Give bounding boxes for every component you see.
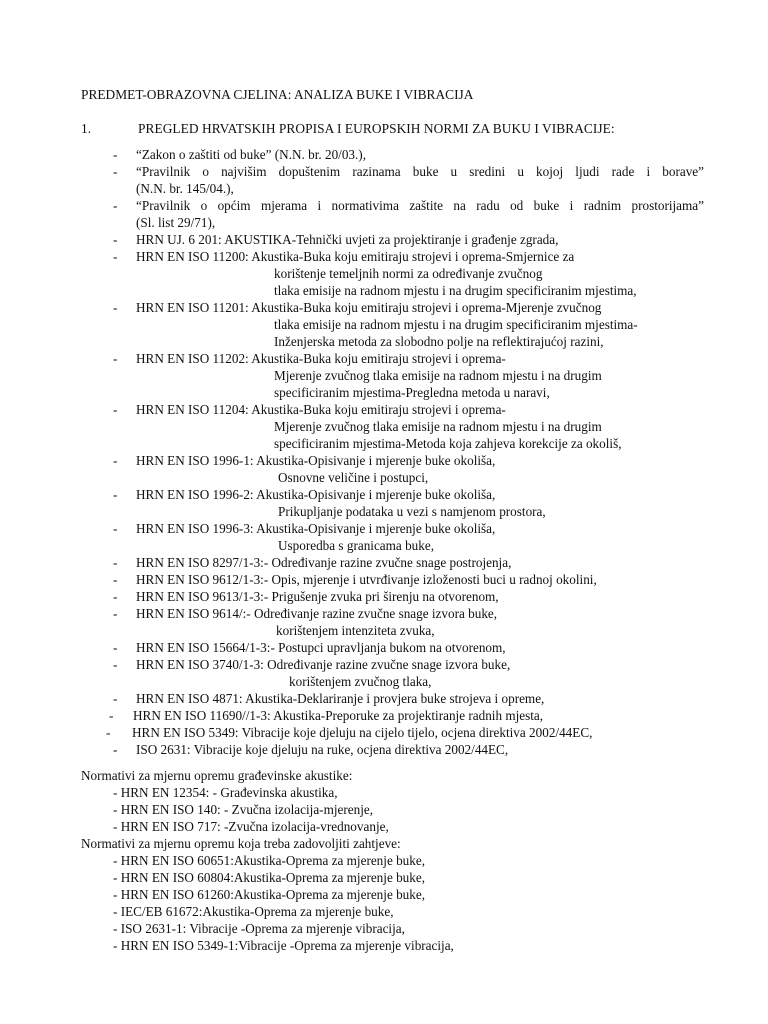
regulation-item: HRN EN ISO 4871: Akustika-Deklariranje i provjera buke strojeva i opreme, [136, 691, 545, 706]
regulation-item-continuation: (Sl. list 29/71), [136, 215, 216, 230]
list-bullet: - [113, 147, 118, 162]
regulation-item: HRN EN ISO 1996-1: Akustika-Opisivanje i mjerenje buke okoliša, [136, 453, 496, 468]
list-bullet: - [113, 249, 118, 264]
list-bullet: - [113, 572, 118, 587]
section-heading: Normativi za mjernu opremu koja treba zadovoljiti zahtjeve: [81, 836, 401, 851]
regulation-item: HRN EN ISO 11201: Akustika-Buka koju emitiraju strojevi i oprema-Mjerenje zvučnog [136, 300, 602, 315]
standard-item: - ISO 2631-1: Vibracije -Oprema za mjerenje vibracija, [113, 921, 405, 936]
regulation-item-continuation: korištenje temeljnih normi za određivanje zvučnog [274, 266, 543, 281]
section-title: PREGLED HRVATSKIH PROPISA I EUROPSKIH NORMI ZA BUKU I VIBRACIJE: [138, 121, 615, 136]
regulation-item-continuation: specificiranim mjestima-Pregledna metoda u naravi, [274, 385, 550, 400]
regulation-item: HRN EN ISO 11200: Akustika-Buka koju emitiraju strojevi i oprema-Smjernice za [136, 249, 575, 264]
regulation-item-continuation: korištenjem zvučnog tlaka, [289, 674, 432, 689]
regulation-item-continuation: Osnovne veličine i postupci, [278, 470, 429, 485]
regulation-item: HRN EN ISO 9613/1-3:- Prigušenje zvuka pri širenju na otvorenom, [136, 589, 499, 604]
regulation-item: HRN EN ISO 3740/1-3: Određivanje razine zvučne snage izvora buke, [136, 657, 511, 672]
list-bullet: - [113, 351, 118, 366]
regulation-item: HRN EN ISO 8297/1-3:- Određivanje razine zvučne snage postrojenja, [136, 555, 512, 570]
regulation-item: ISO 2631: Vibracije koje djeluju na ruke, ocjena direktiva 2002/44EC, [136, 742, 509, 757]
standard-item: - HRN EN ISO 717: -Zvučna izolacija-vrednovanje, [113, 819, 389, 834]
regulation-item-continuation: Prikupljanje podataka u vezi s namjenom prostora, [278, 504, 546, 519]
regulation-item-continuation: specificiranim mjestima-Metoda koja zahjeva korekcije za okoliš, [274, 436, 622, 451]
regulation-item: HRN EN ISO 1996-3: Akustika-Opisivanje i mjerenje buke okoliša, [136, 521, 496, 536]
standard-item: - HRN EN ISO 60804:Akustika-Oprema za mjerenje buke, [113, 870, 426, 885]
regulation-item: HRN EN ISO 9612/1-3:- Opis, mjerenje i utvrđivanje izloženosti buci u radnoj okolini, [136, 572, 597, 587]
regulation-item: “Zakon o zaštiti od buke” (N.N. br. 20/03.), [136, 147, 366, 162]
list-bullet: - [113, 402, 118, 417]
list-bullet: - [113, 742, 118, 757]
list-bullet: - [106, 725, 111, 740]
list-bullet: - [113, 691, 118, 706]
regulation-item-continuation: Usporedba s granicama buke, [278, 538, 434, 553]
regulation-item: HRN UJ. 6 201: AKUSTIKA-Tehnički uvjeti za projektiranje i građenje zgrada, [136, 232, 559, 247]
section-number: 1. [81, 121, 92, 136]
regulation-item-continuation: Inženjerska metoda za slobodno polje na reflektirajućoj razini, [274, 334, 604, 349]
list-bullet: - [113, 232, 118, 247]
regulation-item-continuation: korištenjem intenziteta zvuka, [276, 623, 435, 638]
standard-item: - IEC/EB 61672:Akustika-Oprema za mjerenje buke, [113, 904, 394, 919]
regulation-item-continuation: tlaka emisije na radnom mjestu i na drugim specificiranim mjestima- [274, 317, 638, 332]
list-bullet: - [113, 555, 118, 570]
regulation-item: HRN EN ISO 1996-2: Akustika-Opisivanje i mjerenje buke okoliša, [136, 487, 496, 502]
list-bullet: - [113, 487, 118, 502]
regulation-item: HRN EN ISO 11690//1-3: Akustika-Preporuke za projektiranje radnih mjesta, [133, 708, 544, 723]
regulation-item: HRN EN ISO 11202: Akustika-Buka koju emitiraju strojevi i oprema- [136, 351, 506, 366]
list-bullet: - [113, 453, 118, 468]
regulation-item-continuation: Mjerenje zvučnog tlaka emisije na radnom mjestu i na drugim [274, 368, 602, 383]
standard-item: - HRN EN ISO 61260:Akustika-Oprema za mjerenje buke, [113, 887, 426, 902]
list-bullet: - [113, 606, 118, 621]
regulation-item: “Pravilnik o najvišim dopuštenim razinama buke u sredini u kojoj ljudi rade i borave” [136, 164, 704, 179]
regulation-item-continuation: (N.N. br. 145/04.), [136, 181, 234, 196]
list-bullet: - [113, 521, 118, 536]
regulation-item-continuation: tlaka emisije na radnom mjestu i na drugim specificiranim mjestima, [274, 283, 637, 298]
list-bullet: - [113, 589, 118, 604]
document-title: PREDMET-OBRAZOVNA CJELINA: ANALIZA BUKE I VIBRACIJA [81, 87, 474, 102]
list-bullet: - [113, 300, 118, 315]
list-bullet: - [113, 164, 118, 179]
standard-item: - HRN EN ISO 5349-1:Vibracije -Oprema za mjerenje vibracija, [113, 938, 454, 953]
standard-item: - HRN EN 12354: - Građevinska akustika, [113, 785, 338, 800]
regulation-item-continuation: Mjerenje zvučnog tlaka emisije na radnom mjestu i na drugim [274, 419, 602, 434]
list-bullet: - [113, 657, 118, 672]
section-heading: Normativi za mjernu opremu građevinske akustike: [81, 768, 353, 783]
standard-item: - HRN EN ISO 60651:Akustika-Oprema za mjerenje buke, [113, 853, 426, 868]
regulation-item: HRN EN ISO 9614/:- Određivanje razine zvučne snage izvora buke, [136, 606, 498, 621]
regulation-item: HRN EN ISO 5349: Vibracije koje djeluju na cijelo tijelo, ocjena direktiva 2002/44EC, [132, 725, 593, 740]
regulation-item: HRN EN ISO 11204: Akustika-Buka koju emitiraju strojevi i oprema- [136, 402, 506, 417]
list-bullet: - [113, 640, 118, 655]
regulation-item: “Pravilnik o općim mjerama i normativima zaštite na radu od buke i radnim prostorijama” [136, 198, 704, 213]
list-bullet: - [109, 708, 114, 723]
list-bullet: - [113, 198, 118, 213]
regulation-item: HRN EN ISO 15664/1-3:- Postupci upravljanja bukom na otvorenom, [136, 640, 506, 655]
standard-item: - HRN EN ISO 140: - Zvučna izolacija-mjerenje, [113, 802, 374, 817]
